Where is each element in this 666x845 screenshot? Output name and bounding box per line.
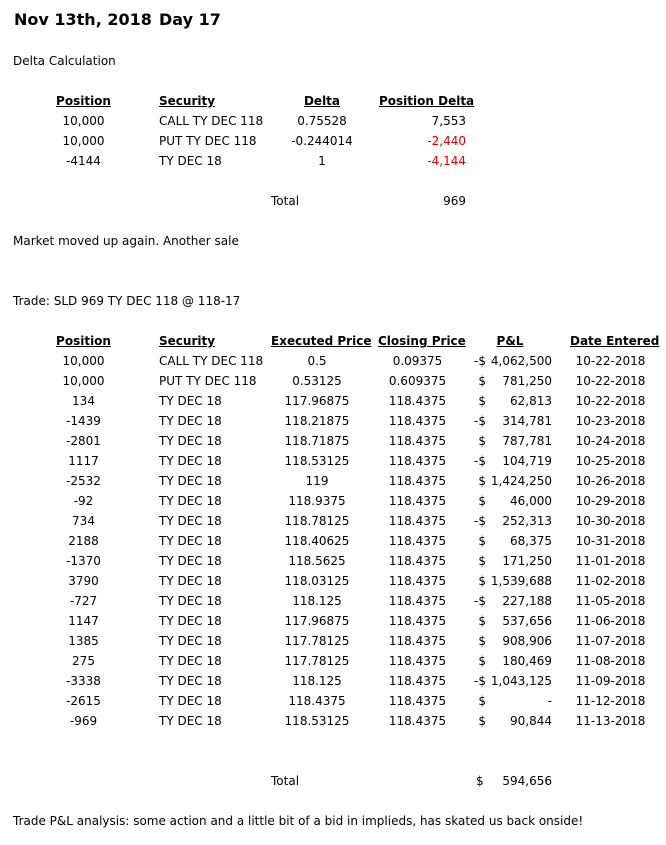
pnl-row-position: 10,000 [62,374,105,388]
pnl-row [0,574,666,594]
pnl-row-date: 11-07-2018 [575,634,646,648]
pnl-row-position: -2615 [66,694,101,708]
pnl-row [0,674,666,694]
pnl-row-value: 1,539,688 [490,574,552,588]
pnl-row-position: -2532 [66,474,101,488]
pnl-row [0,474,666,494]
pnl-row-sign: $ [478,574,486,588]
pnl-row-executed-price: 118.78125 [284,514,350,528]
delta-row-security: PUT TY DEC 118 [159,134,257,148]
pnl-row-security: TY DEC 18 [159,434,222,448]
pnl-row-position: 2188 [68,534,99,548]
pnl-row-date: 11-06-2018 [575,614,646,628]
pnl-row-value: 180,469 [502,654,552,668]
pnl-row-executed-price: 118.71875 [284,434,350,448]
delta-row-delta: -0.244014 [291,134,353,148]
pnl-row-closing-price: 118.4375 [388,494,447,508]
pnl-row-security: TY DEC 18 [159,494,222,508]
pnl-row [0,694,666,714]
pnl-row-position: 1385 [68,634,99,648]
delta-row-delta: 1 [318,154,326,168]
pnl-col-closing-price: Closing Price [378,334,466,348]
pnl-row-value: 227,188 [502,594,552,608]
report-date: Nov 13th, 2018 [14,10,152,29]
delta-row [0,134,666,154]
pnl-row-closing-price: 118.4375 [388,714,447,728]
pnl-row-value: 252,313 [502,514,552,528]
pnl-row-security: CALL TY DEC 118 [159,354,264,368]
pnl-row-sign: $ [478,554,486,568]
pnl-row-executed-price: 118.53125 [284,714,350,728]
pnl-row-executed-price: 118.03125 [284,574,350,588]
pnl-row-sign: $ [478,394,486,408]
delta-col-delta: Delta [303,94,341,108]
pnl-row [0,414,666,434]
pnl-row-date: 10-26-2018 [575,474,646,488]
pnl-row-executed-price: 0.53125 [292,374,342,388]
pnl-row-date: 10-22-2018 [575,354,646,368]
pnl-row-sign: -$ [474,674,486,688]
delta-row-security: TY DEC 18 [159,154,222,168]
pnl-row-date: 11-08-2018 [575,654,646,668]
pnl-total-sign: $ [476,774,484,788]
pnl-row-closing-price: 118.4375 [388,694,447,708]
pnl-row-sign: -$ [474,594,486,608]
pnl-row [0,614,666,634]
pnl-row-date: 10-24-2018 [575,434,646,448]
pnl-row-closing-price: 118.4375 [388,474,447,488]
pnl-row-sign: $ [478,374,486,388]
pnl-col-security: Security [159,334,216,348]
pnl-row-position: -1439 [66,414,101,428]
pnl-row-closing-price: 118.4375 [388,514,447,528]
pnl-row-value: 171,250 [502,554,552,568]
pnl-row-executed-price: 118.9375 [288,494,346,508]
pnl-row-security: TY DEC 18 [159,454,222,468]
pnl-row-sign: -$ [474,454,486,468]
pnl-row-position: 1147 [68,614,99,628]
pnl-row-value: 908,906 [502,634,552,648]
pnl-row-security: TY DEC 18 [159,614,222,628]
pnl-row [0,654,666,674]
pnl-row-date: 10-22-2018 [575,374,646,388]
pnl-row-executed-price: 118.5625 [288,554,346,568]
pnl-row [0,354,666,374]
pnl-row-position: -3338 [66,674,101,688]
pnl-row-position: -727 [69,594,98,608]
delta-row [0,154,666,174]
pnl-row-value: 781,250 [502,374,552,388]
pnl-row-sign: $ [478,634,486,648]
pnl-row-date: 11-09-2018 [575,674,646,688]
delta-total-label: Total [271,194,300,208]
pnl-row-value: 90,844 [510,714,552,728]
delta-row-position-delta: -2,440 [427,134,466,148]
pnl-row [0,714,666,734]
pnl-row-security: TY DEC 18 [159,514,222,528]
pnl-row-closing-price: 118.4375 [388,434,447,448]
delta-row-position-delta: -4,144 [427,154,466,168]
pnl-row-value: 4,062,500 [490,354,552,368]
pnl-row-date: 10-29-2018 [575,494,646,508]
pnl-col-position: Position [56,334,111,348]
pnl-row-security: TY DEC 18 [159,394,222,408]
pnl-row-closing-price: 118.4375 [388,394,447,408]
pnl-row-security: TY DEC 18 [159,474,222,488]
pnl-row-position: -92 [73,494,94,508]
pnl-row-executed-price: 119 [305,474,329,488]
pnl-col-date-entered: Date Entered [570,334,660,348]
pnl-row-position: 3790 [68,574,99,588]
pnl-row [0,534,666,554]
pnl-row-position: -1370 [66,554,101,568]
pnl-row-executed-price: 118.40625 [284,534,350,548]
pnl-row-security: TY DEC 18 [159,534,222,548]
pnl-row-security: TY DEC 18 [159,594,222,608]
pnl-total-value: 594,656 [502,774,552,788]
pnl-row-security: TY DEC 18 [159,654,222,668]
pnl-row [0,514,666,534]
trade-line: Trade: SLD 969 TY DEC 118 @ 118-17 [13,294,241,308]
delta-row-position-delta: 7,553 [431,114,466,128]
pnl-total-label: Total [271,774,300,788]
pnl-row [0,454,666,474]
pnl-row-sign: -$ [474,354,486,368]
pnl-row-value: 1,424,250 [490,474,552,488]
delta-row-position: -4144 [66,154,101,168]
pnl-row-executed-price: 117.96875 [284,394,350,408]
pnl-row-sign: -$ [474,414,486,428]
pnl-row-value: 787,781 [502,434,552,448]
pnl-row-position: 275 [72,654,95,668]
pnl-row-security: TY DEC 18 [159,634,222,648]
pnl-row-date: 10-31-2018 [575,534,646,548]
pnl-row-closing-price: 118.4375 [388,414,447,428]
pnl-row-value: 68,375 [510,534,552,548]
delta-row-position: 10,000 [62,114,105,128]
pnl-row-closing-price: 118.4375 [388,614,447,628]
market-note: Market moved up again. Another sale [13,234,239,248]
pnl-row-value: 537,656 [502,614,552,628]
pnl-row-security: TY DEC 18 [159,574,222,588]
pnl-row-sign: $ [478,714,486,728]
pnl-row-value: 46,000 [510,494,552,508]
pnl-row-security: PUT TY DEC 118 [159,374,257,388]
pnl-row-security: TY DEC 18 [159,714,222,728]
pnl-row-closing-price: 118.4375 [388,674,447,688]
pnl-col-pnl: P&L [496,334,524,348]
pnl-row-sign: $ [478,474,486,488]
pnl-row-value: 104,719 [502,454,552,468]
pnl-row [0,394,666,414]
delta-total-value: 969 [443,194,466,208]
pnl-row-date: 10-25-2018 [575,454,646,468]
delta-row [0,114,666,134]
pnl-row-closing-price: 118.4375 [388,534,447,548]
pnl-row-closing-price: 118.4375 [388,554,447,568]
pnl-row-executed-price: 118.125 [292,674,342,688]
pnl-row-executed-price: 117.78125 [284,634,350,648]
pnl-row-closing-price: 118.4375 [388,654,447,668]
pnl-row-closing-price: 0.609375 [388,374,447,388]
pnl-row-security: TY DEC 18 [159,694,222,708]
report-day: Day 17 [159,10,221,29]
delta-col-security: Security [159,94,216,108]
pnl-row-executed-price: 0.5 [307,354,327,368]
pnl-row-sign: $ [478,534,486,548]
pnl-row-value: - [547,694,552,708]
delta-col-position-delta: Position Delta [379,94,475,108]
pnl-row-date: 10-23-2018 [575,414,646,428]
pnl-col-executed-price: Executed Price [271,334,372,348]
pnl-row-security: TY DEC 18 [159,674,222,688]
pnl-row [0,434,666,454]
delta-row-delta: 0.75528 [297,114,347,128]
pnl-row-position: 734 [72,514,95,528]
pnl-row-sign: $ [478,494,486,508]
pnl-row-date: 11-02-2018 [575,574,646,588]
pnl-row-executed-price: 118.4375 [288,694,346,708]
delta-row-position: 10,000 [62,134,105,148]
pnl-row-position: 1117 [68,454,99,468]
pnl-row-executed-price: 117.96875 [284,614,350,628]
pnl-row-sign: $ [478,694,486,708]
delta-col-position: Position [56,94,111,108]
pnl-row-sign: $ [478,434,486,448]
pnl-row-closing-price: 0.09375 [392,354,443,368]
pnl-row-date: 10-30-2018 [575,514,646,528]
pnl-row [0,554,666,574]
pnl-row-sign: $ [478,614,486,628]
pnl-row-date: 11-13-2018 [575,714,646,728]
pnl-row-closing-price: 118.4375 [388,454,447,468]
pnl-row-value: 1,043,125 [490,674,552,688]
pnl-row-position: 10,000 [62,354,105,368]
pnl-row-value: 62,813 [510,394,552,408]
pnl-row-date: 10-22-2018 [575,394,646,408]
pnl-row [0,494,666,514]
pnl-row-date: 11-05-2018 [575,594,646,608]
pnl-row-executed-price: 118.125 [292,594,342,608]
pnl-row-closing-price: 118.4375 [388,634,447,648]
delta-section-title: Delta Calculation [13,54,116,68]
pnl-row-position: -969 [69,714,98,728]
pnl-row-sign: -$ [474,514,486,528]
pnl-row-value: 314,781 [502,414,552,428]
pnl-row-security: TY DEC 18 [159,414,222,428]
pnl-row-position: 134 [72,394,95,408]
delta-row-security: CALL TY DEC 118 [159,114,264,128]
pnl-row [0,634,666,654]
pnl-row-security: TY DEC 18 [159,554,222,568]
pnl-row-executed-price: 117.78125 [284,654,350,668]
pnl-analysis: Trade P&L analysis: some action and a little bit of a bid in implieds, has skated us back onside! [13,814,584,828]
pnl-row [0,374,666,394]
pnl-row-executed-price: 118.53125 [284,454,350,468]
pnl-row-date: 11-12-2018 [575,694,646,708]
pnl-row-closing-price: 118.4375 [388,594,447,608]
pnl-row [0,594,666,614]
pnl-row-position: -2801 [66,434,101,448]
pnl-row-closing-price: 118.4375 [388,574,447,588]
pnl-row-sign: $ [478,654,486,668]
pnl-row-date: 11-01-2018 [575,554,646,568]
pnl-row-executed-price: 118.21875 [284,414,350,428]
